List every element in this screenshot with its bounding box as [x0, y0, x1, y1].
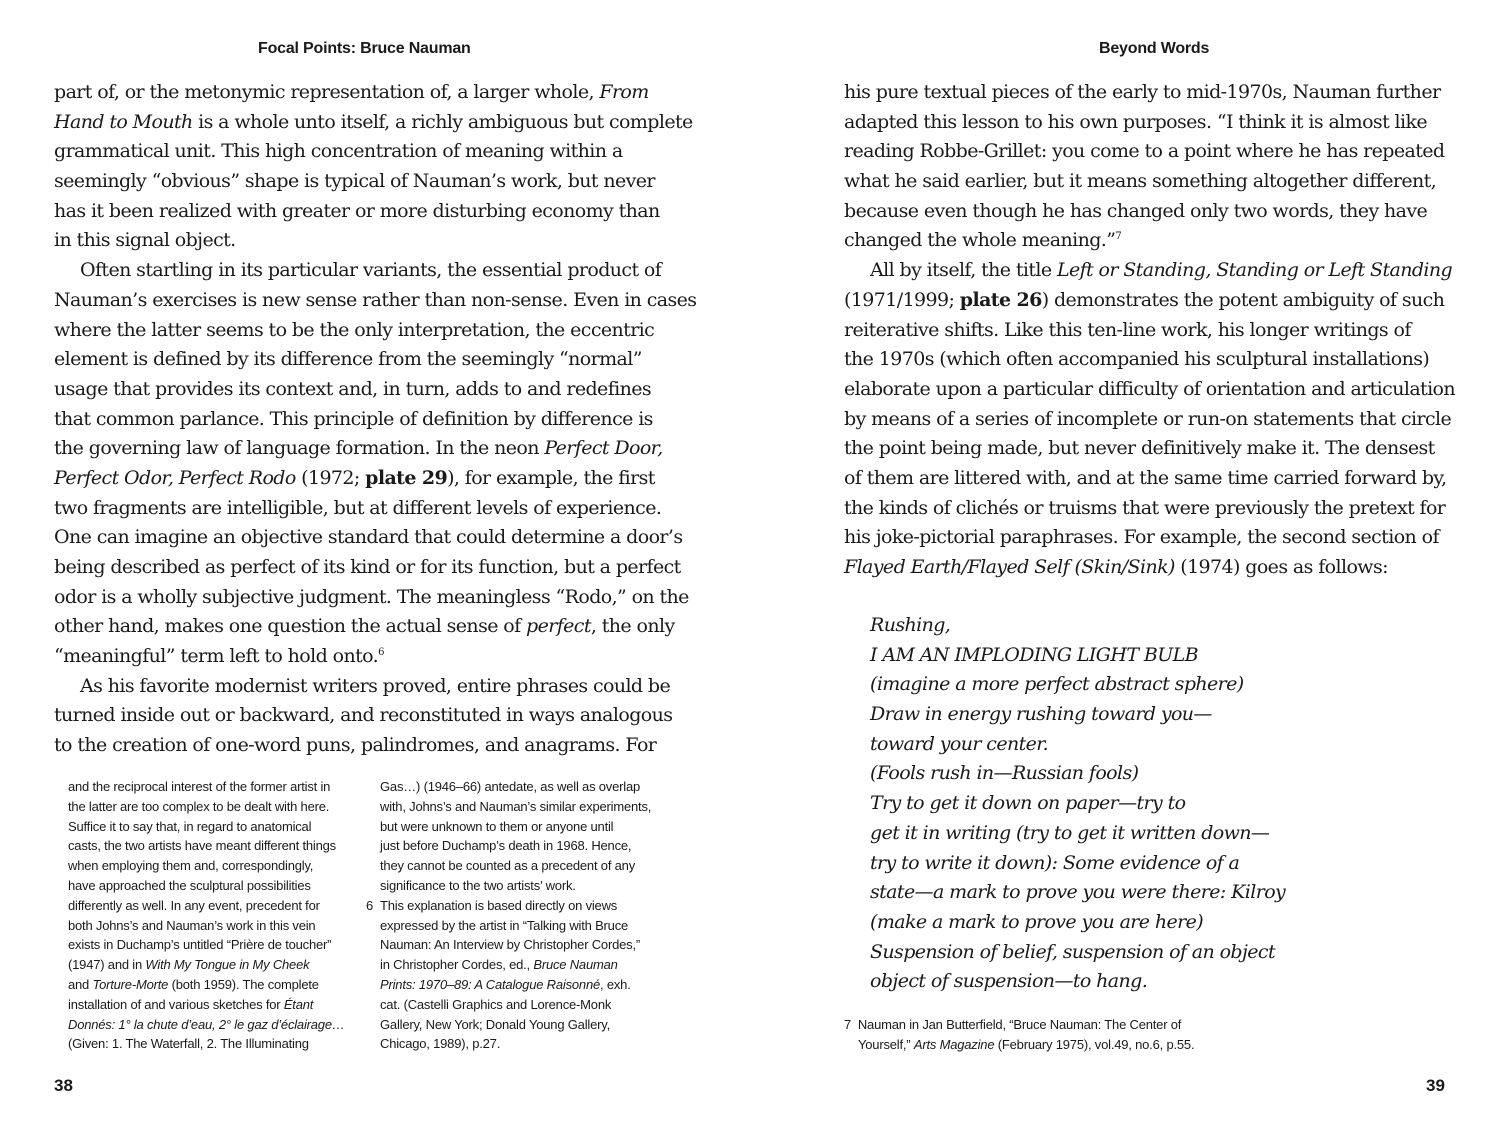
body-line: in this signal object.: [54, 229, 236, 252]
footnote-line: Chicago, 1989), p.27.: [380, 1036, 501, 1052]
body-line: Nauman’s exercises is new sense rather than non-sense. Even in cases: [54, 288, 697, 311]
poem-line: state—a mark to prove you were there: Kilroy: [870, 881, 1286, 904]
body-line: odor is a wholly subjective judgment. The meaningless “Rodo,” on the: [54, 585, 689, 608]
footnote-line: (1947) and in With My Tongue in My Cheek: [68, 957, 310, 973]
body-line: part of, or the metonymic representation of, a larger whole, From: [54, 81, 649, 103]
body-line: his pure textual pieces of the early to mid-1970s, Nauman further: [844, 81, 1441, 103]
plate-reference: plate 29: [365, 466, 448, 489]
body-line: Hand to Mouth is a whole unto itself, a richly ambiguous but complete: [54, 110, 693, 133]
body-line: Perfect Odor, Perfect Rodo (1972; plate 29), for example, the first: [54, 466, 655, 489]
footnote-line: both Johns’s and Nauman’s work in this vein: [68, 917, 316, 933]
footnote-line: significance to the two artists’ work.: [380, 877, 576, 893]
body-line: where the latter seems to be the only interpretation, the eccentric: [54, 318, 655, 341]
body-line: that common parlance. This principle of definition by difference is: [54, 407, 653, 430]
footnote-line: 7 Nauman in Jan Butterfield, “Bruce Nauman: The Center of: [844, 1017, 1182, 1032]
poem-line: Try to get it down on paper—try to: [870, 792, 1186, 815]
poem-line: (make a mark to prove you are here): [870, 910, 1204, 933]
body-line: adapted this lesson to his own purposes. “I think it is almost like: [844, 110, 1428, 133]
body-line: the governing law of language formation. In the neon Perfect Door,: [54, 437, 663, 460]
body-line: All by itself, the title Left or Standing, Standing or Left Standing: [870, 259, 1453, 282]
footnote-7: [844, 1015, 1194, 1055]
body-line: the kinds of clichés or truisms that were previously the pretext for: [844, 496, 1446, 519]
footnote-line: and Torture-Morte (both 1959). The complete: [68, 976, 319, 992]
poem-line: try to write it down): Some evidence of a: [870, 851, 1240, 874]
body-line: two fragments are intelligible, but at different levels of experience.: [54, 496, 662, 519]
page-number-right: 39: [1426, 1076, 1445, 1095]
body-line: what he said earlier, but it means something altogether different,: [844, 170, 1437, 193]
body-line: Flayed Earth/Flayed Self (Skin/Sink) (1974) goes as follows:: [844, 556, 1388, 578]
right-page: [750, 0, 1500, 1136]
page-number-left: 38: [54, 1076, 73, 1095]
footnote-line: casts, the two artists have meant different things: [68, 838, 336, 854]
poem-line: Rushing,: [870, 614, 951, 636]
footnote-line: cat. (Castelli Graphics and Lorence-Monk: [380, 996, 612, 1012]
footnote-line: Suffice it to say that, in regard to anatomical: [68, 818, 312, 834]
footnote-line: they cannot be counted as a precedent of any: [380, 858, 636, 874]
body-line: usage that provides its context and, in turn, adds to and redefines: [54, 377, 652, 400]
poem-line: (imagine a more perfect abstract sphere): [870, 673, 1244, 696]
body-line: One can imagine an objective standard that could determine a door’s: [54, 526, 683, 549]
footnote-line: in Christopher Cordes, ed., Bruce Nauman: [380, 957, 618, 973]
body-line: the 1970s (which often accompanied his sculptural installations): [844, 348, 1430, 371]
body-line: grammatical unit. This high concentration of meaning within a: [54, 140, 623, 163]
footnote-line: the latter are too complex to be dealt with here.: [68, 798, 330, 814]
body-line: the point being made, but never definitively make it. The densest: [844, 437, 1435, 460]
poem-line: get it in writing (try to get it written down—: [870, 821, 1270, 844]
body-line: reiterative shifts. Like this ten-line work, his longer writings of: [844, 318, 1411, 341]
footnote-line: 6 This explanation is based directly on views: [380, 896, 651, 916]
running-head-left: Focal Points: Bruce Nauman: [258, 40, 471, 57]
body-line: Often startling in its particular variants, the essential product of: [80, 259, 662, 282]
body-line: because even though he has changed only two words, they have: [844, 199, 1428, 222]
footnote-line: just before Duchamp’s death in 1968. Hence,: [380, 838, 632, 854]
body-line: has it been realized with greater or more disturbing economy than: [54, 199, 660, 222]
body-line: other hand, makes one question the actual sense of perfect, the only: [54, 615, 675, 638]
poem-line: Draw in energy rushing toward you—: [870, 703, 1212, 726]
footnote-number: 6: [366, 897, 374, 913]
poem-block: [870, 611, 1285, 997]
footnote-number: 7: [844, 1017, 852, 1032]
footnote-line: when employing them and, correspondingly,: [68, 858, 314, 874]
footnote-line: exists in Duchamp’s untitled “Prière de toucher”: [68, 937, 332, 953]
poem-line: Suspension of belief, suspension of an object: [870, 940, 1275, 963]
footnote-reference: 7: [1115, 231, 1122, 243]
body-line: by means of a series of incomplete or run-on statements that circle: [844, 407, 1452, 430]
body-line: changed the whole meaning.”$^7$: [844, 229, 1122, 252]
body-line: “meaningful” term left to hold onto.$^6$: [54, 645, 384, 668]
footnote-line: with, Johns’s and Nauman’s similar experiments,: [380, 798, 652, 814]
footnote-line: differently as well. In any event, precedent for: [68, 897, 320, 913]
poem-line: (Fools rush in—Russian fools): [870, 762, 1139, 785]
body-line: elaborate upon a particular difficulty of orientation and articulation: [844, 377, 1456, 400]
footnote-line: Prints: 1970–89: A Catalogue Raisonné, exh.: [380, 976, 631, 992]
body-line: reading Robbe-Grillet: you come to a point where he has repeated: [844, 140, 1445, 163]
footnote-line: but were unknown to them or anyone until: [380, 818, 614, 834]
body-line: seemingly “obvious” shape is typical of Nauman’s work, but never: [54, 170, 655, 193]
footnotes-column-2: [366, 777, 652, 1054]
body-line: to the creation of one-word puns, palindromes, and anagrams. For: [54, 734, 657, 757]
poem-line: object of suspension—to hang.: [870, 970, 1148, 993]
footnotes-column-1: [68, 777, 345, 1054]
body-line: of them are littered with, and at the same time carried forward by,: [844, 466, 1447, 489]
footnote-line: and the reciprocal interest of the former artist in: [68, 779, 331, 794]
body-text-left: [54, 78, 696, 761]
body-line: element is defined by its difference from the seemingly “normal”: [54, 348, 642, 371]
body-line: turned inside out or backward, and reconstituted in ways analogous: [54, 704, 673, 727]
footnote-line: Yourself,” Arts Magazine (February 1975), vol.49, no.6, p.55.: [858, 1036, 1195, 1052]
body-text-right: [844, 78, 1455, 583]
body-line: his joke-pictorial paraphrases. For example, the second section of: [844, 526, 1439, 549]
footnote-reference: 6: [378, 647, 384, 659]
plate-reference: plate 26: [959, 288, 1042, 311]
footnote-line: expressed by the artist in “Talking with Bruce: [380, 917, 629, 933]
footnote-line: Gallery, New York; Donald Young Gallery,: [380, 1016, 610, 1032]
running-head-right: Beyond Words: [1099, 40, 1210, 57]
footnote-line: Nauman: An Interview by Christopher Cordes,”: [380, 937, 640, 953]
poem-line: toward your center.: [870, 732, 1049, 755]
poem-line: I AM AN IMPLODING LIGHT BULB: [870, 643, 1199, 666]
body-line: (1971/1999; plate 26) demonstrates the potent ambiguity of such: [844, 288, 1445, 311]
footnote-line: (Given: 1. The Waterfall, 2. The Illuminating: [68, 1036, 309, 1052]
footnote-line: Donnés: 1° la chute d’eau, 2° le gaz d’éclairage…: [68, 1016, 345, 1032]
footnote-line: Gas…) (1946–66) antedate, as well as overlap: [380, 779, 641, 794]
footnote-line: installation of and various sketches for Étant: [68, 996, 314, 1012]
footnote-line: have approached the sculptural possibilities: [68, 877, 311, 893]
body-line: As his favorite modernist writers proved, entire phrases could be: [80, 674, 671, 697]
body-line: being described as perfect of its kind or for its function, but a perfect: [54, 556, 681, 578]
